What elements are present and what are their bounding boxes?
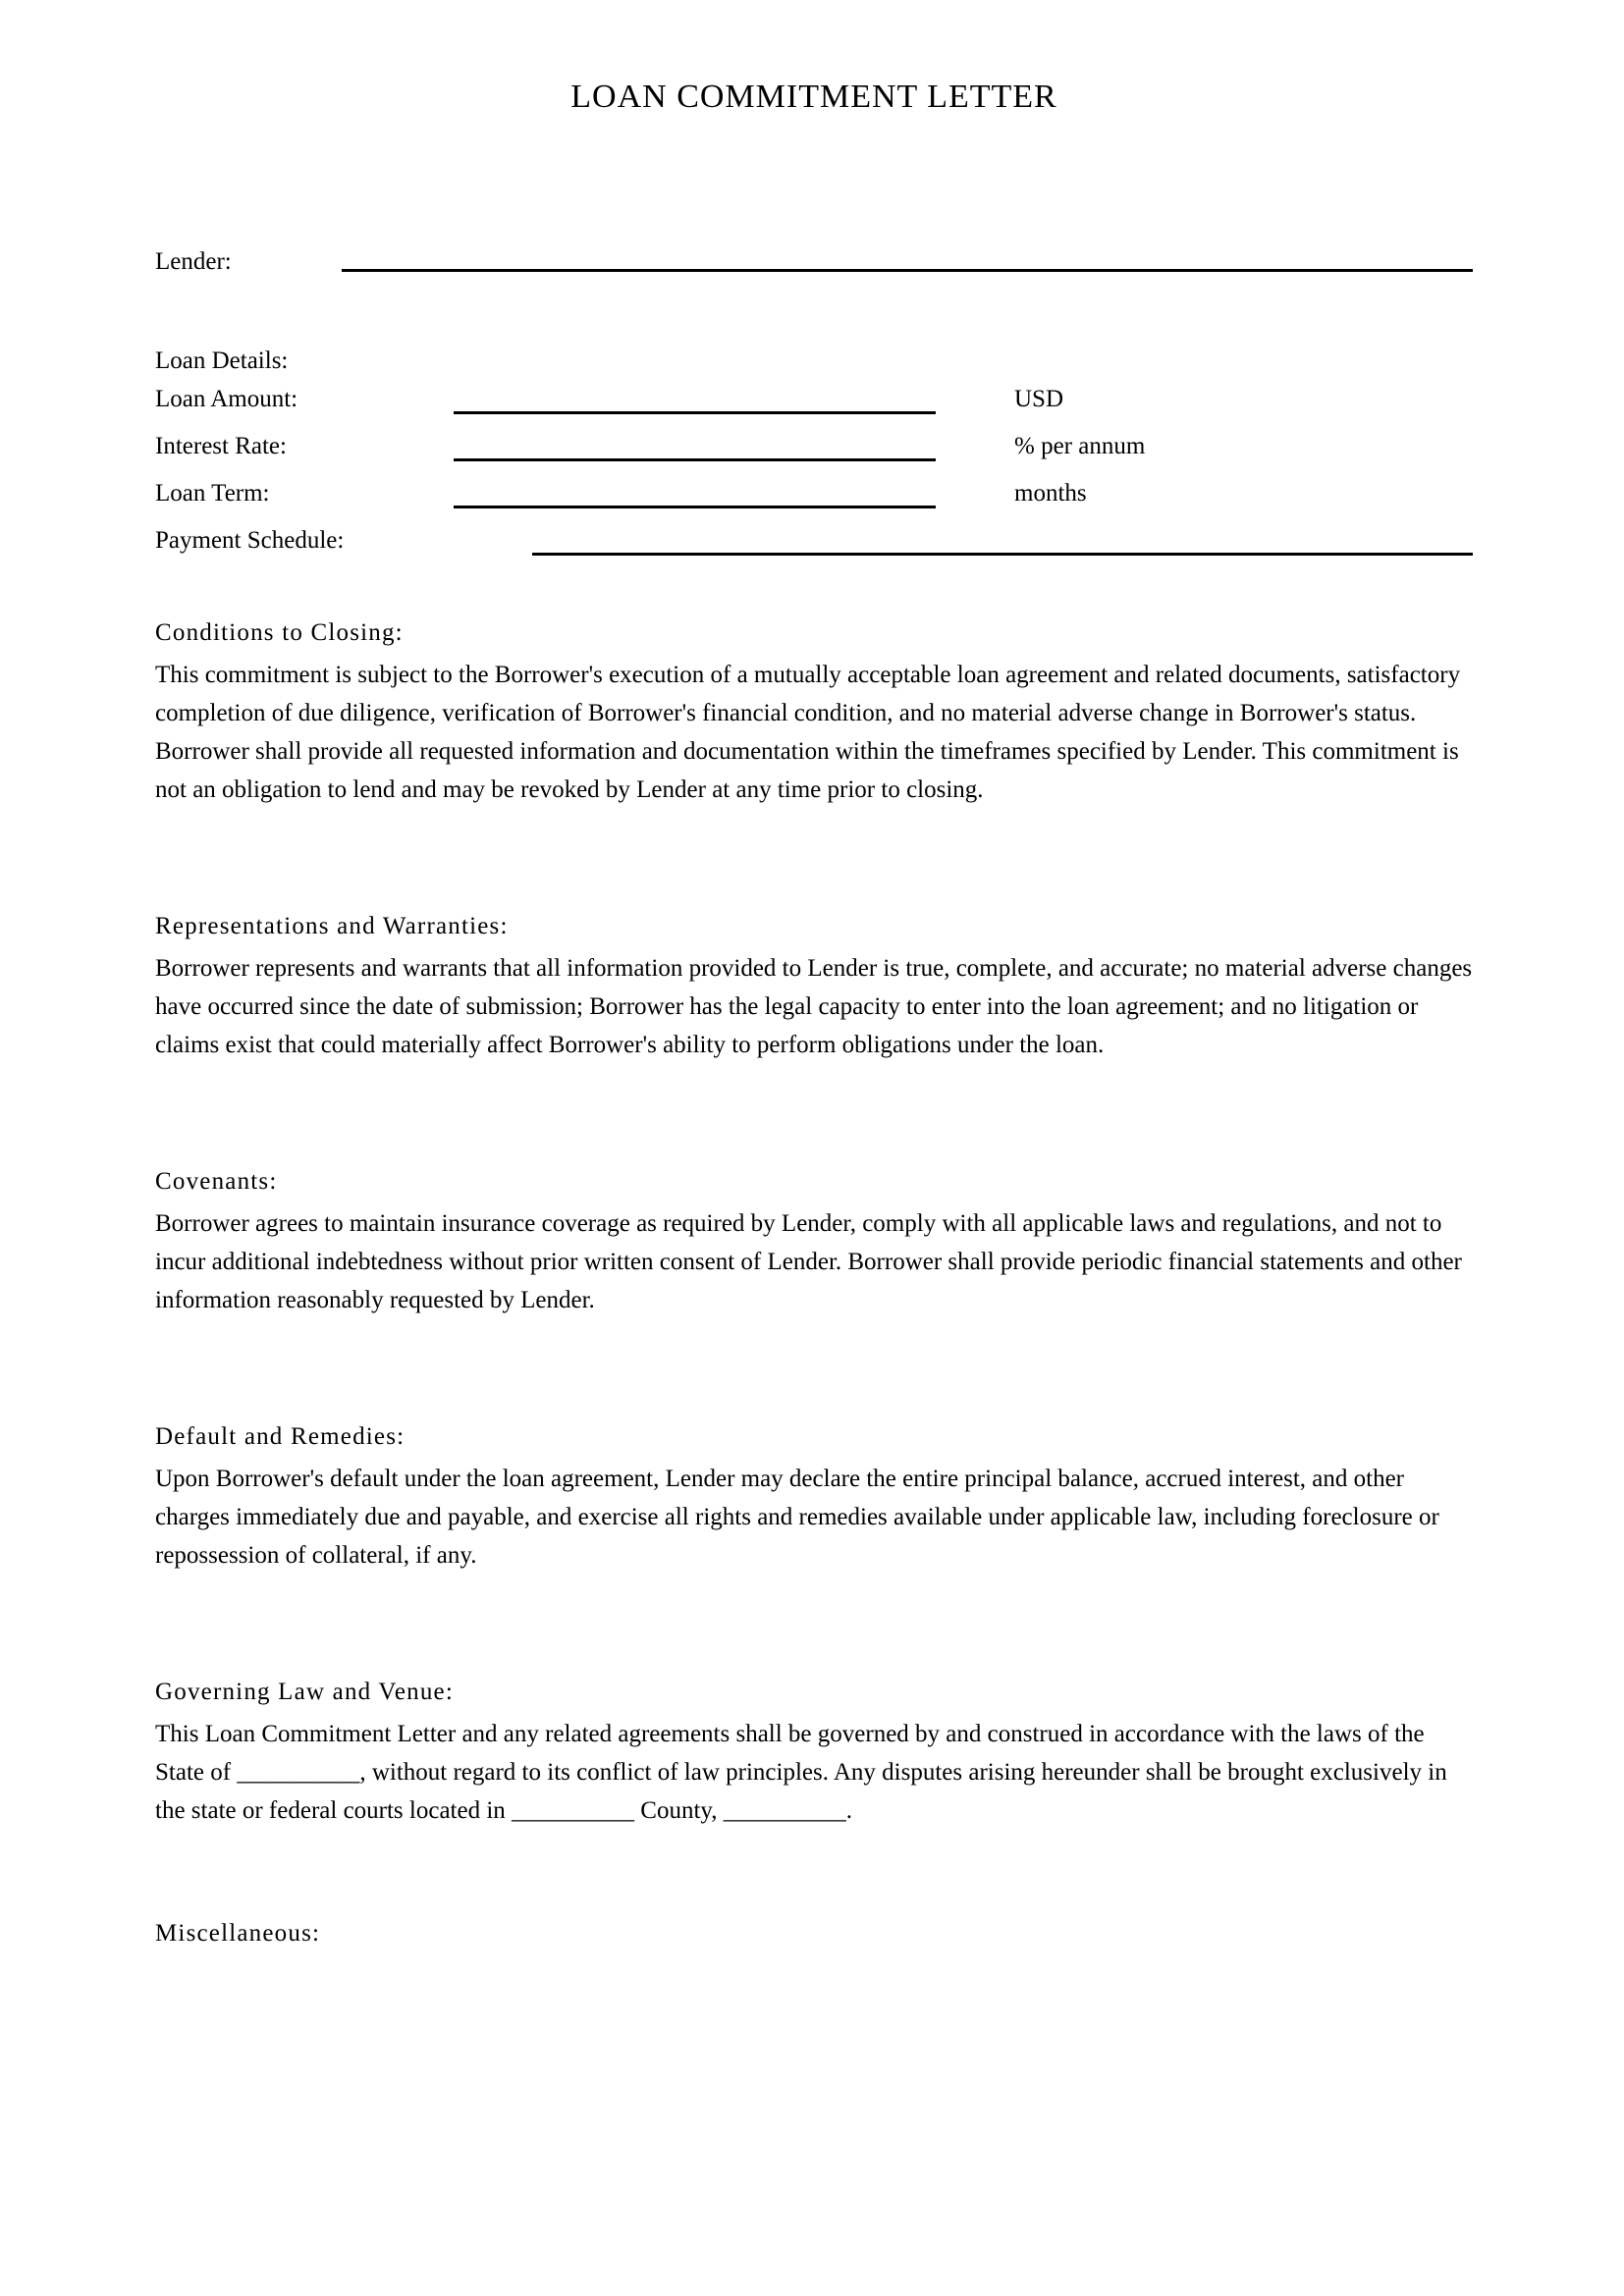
payment-schedule-row xyxy=(155,517,1473,564)
section-heading: Conditions to Closing: xyxy=(155,619,404,646)
section-body: This commitment is subject to the Borrower's execution of a mutually acceptable loan agreement and related documents, satisfactory completion of due diligence, verification of Borrower's financial condition, and no material adverse change in Borrower's status. Borrower shall provide all requested information and documentation within the timeframes specified by Lender. This commitment is not an obligation to lend and may be revoked by Lender at any time prior to closing. xyxy=(155,662,1461,803)
section-miscellaneous xyxy=(155,1918,1473,1949)
section-body: This Loan Commitment Letter and any related agreements shall be governed by and construed in accordance with the laws of the State of __________, without regard to its conflict of law principles. Any disputes arising hereunder shall be brought exclusively in the state or federal courts located in __________ County, __________. xyxy=(155,1721,1447,1824)
interest-rate-label: Interest Rate: xyxy=(155,433,287,459)
loan-term-blank-line[interactable] xyxy=(454,506,936,508)
section-covenants xyxy=(155,1166,1473,1319)
section-heading: Governing Law and Venue: xyxy=(155,1679,454,1705)
section-default-and-remedies xyxy=(155,1421,1473,1575)
loan-term-row xyxy=(155,470,1473,517)
section-representations-and-warranties xyxy=(155,911,1473,1064)
lender-label: Lender: xyxy=(155,248,232,275)
party-row xyxy=(155,247,1473,277)
loan-amount-blank-line[interactable] xyxy=(454,411,936,414)
section-governing-law-and-venue xyxy=(155,1677,1473,1830)
section-heading: Default and Remedies: xyxy=(155,1423,406,1450)
loan-term-unit: months xyxy=(1014,480,1087,507)
payment-schedule-blank-line[interactable] xyxy=(532,553,1473,556)
interest-rate-row xyxy=(155,423,1473,470)
loan-details-heading: Loan Details: xyxy=(155,347,289,374)
loan-term-label: Loan Term: xyxy=(155,480,270,507)
section-conditions-to-closing xyxy=(155,617,1473,809)
interest-rate-unit: % per annum xyxy=(1014,433,1146,459)
loan-amount-unit: USD xyxy=(1014,386,1064,412)
section-body: Borrower represents and warrants that all information provided to Lender is true, complete, and accurate; no material adverse changes have occurred since the date of submission; Borrower has the legal capacity to enter into the loan agreement; and no litigation or claims exist that could materially affect Borrower's ability to perform obligations under the loan. xyxy=(155,955,1473,1058)
section-heading: Miscellaneous: xyxy=(155,1920,321,1947)
lender-blank-line[interactable] xyxy=(342,269,1473,272)
section-heading: Covenants: xyxy=(155,1168,278,1195)
loan-amount-label: Loan Amount: xyxy=(155,386,298,412)
loan-amount-row xyxy=(155,376,1473,423)
section-heading: Representations and Warranties: xyxy=(155,913,509,939)
payment-schedule-label: Payment Schedule: xyxy=(155,527,345,554)
document-title: LOAN COMMITMENT LETTER xyxy=(570,79,1057,115)
interest-rate-blank-line[interactable] xyxy=(454,458,936,461)
section-body: Upon Borrower's default under the loan agreement, Lender may declare the entire principal balance, accrued interest, and other charges immediately due and payable, and exercise all rights and remedies available under applicable law, including foreclosure or repossession of collateral, if any. xyxy=(155,1466,1439,1569)
section-body: Borrower agrees to maintain insurance coverage as required by Lender, comply with all applicable laws and regulations, and not to incur additional indebtedness without prior written consent of Lender. Borrower shall provide periodic financial statements and other information reasonably requested by Lender. xyxy=(155,1210,1462,1313)
